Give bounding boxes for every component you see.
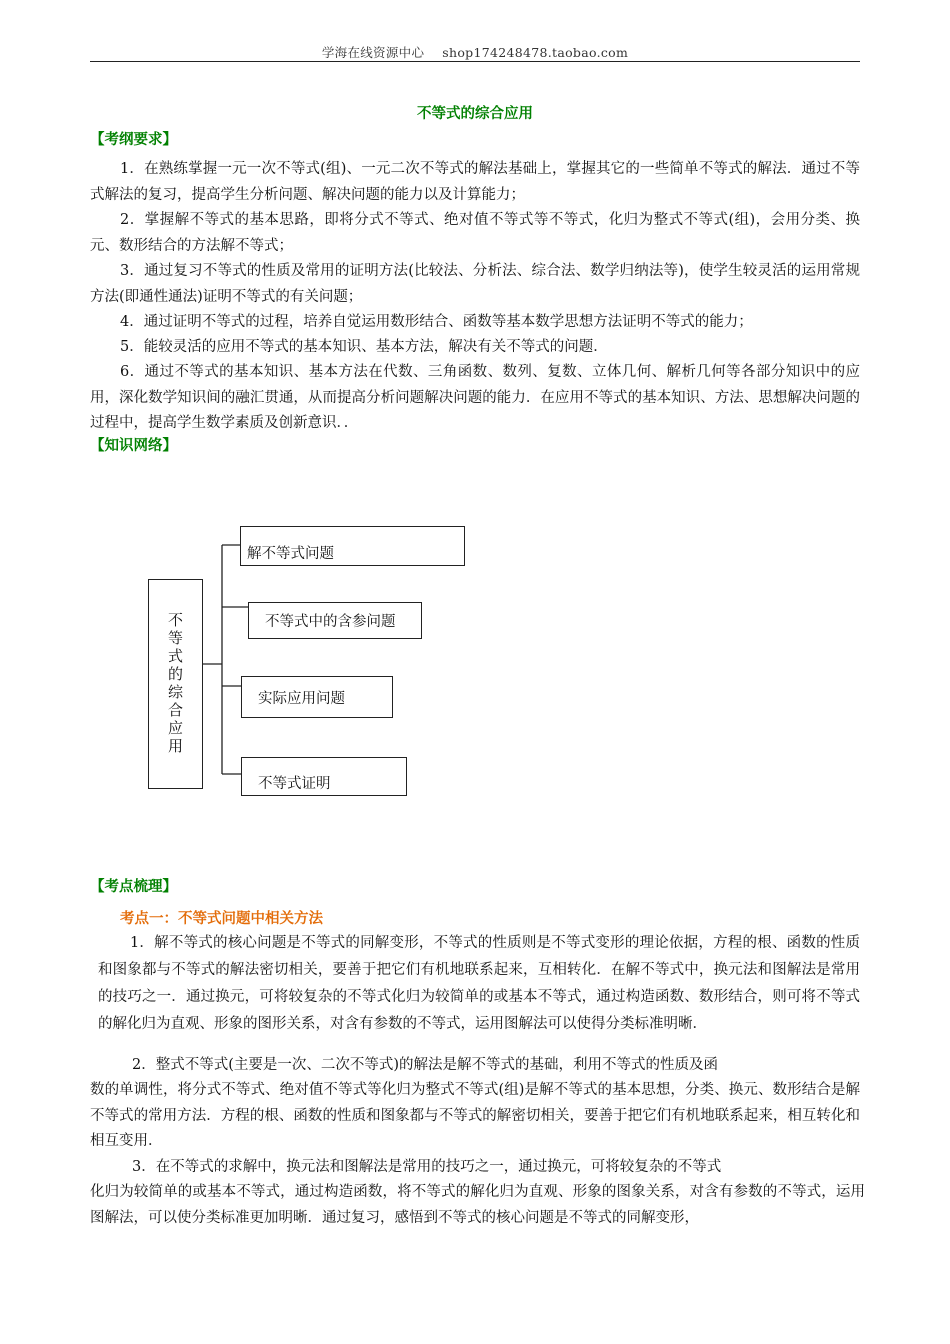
network-branch-solve-inequalities: 解不等式问题 (240, 526, 465, 566)
page-title: 不等式的综合应用 (417, 106, 533, 122)
subheading-method: 考点一：不等式问题中相关方法 (120, 911, 323, 927)
section-heading-network: 【知识网络】 (90, 438, 177, 454)
review-paragraph-2-first-line: 2．整式不等式(主要是一次、二次不等式)的解法是解不等式的基础，利用不等式的性质及函 (132, 1057, 719, 1073)
requirement-item-5: 5．能较灵活的应用不等式的基本知识、基本方法，解决有关不等式的问题． (120, 339, 608, 355)
review-paragraph-1: 1．解不等式的核心问题是不等式的同解变形，不等式的性质则是不等式变形的理论依据，方程的根、函数的性质和图象都与不等式的解法密切相关，要善于把它们有机地联系起来，互相转化．在解不等式中，换元法和图解法是常用的技巧之一．通过换元，可将较复杂的不等式化归为较简单的或基本不等式，通过构造函数、数形结合，则可将不等式的解化归为直观、形象的图形关系，对含有参数的不等式，运用图解法可以使得分类标准明晰． (98, 935, 860, 1032)
review-paragraph-2-body: 数的单调性，将分式不等式、绝对值不等式等化归为整式不等式(组)是解不等式的基本思想，分类、换元、数形结合是解不等式的常用方法．方程的根、函数的性质和图象都与不等式的解密切相关，要善于把它们有机地联系起来，相互转化和相互变用． (90, 1082, 860, 1149)
network-branch-inequality-proof: 不等式证明 (241, 757, 407, 796)
network-root-box: 不等式的综合应用 (148, 579, 203, 789)
requirement-item-2: 2．掌握解不等式的基本思路，即将分式不等式、绝对值不等式等不等式，化归为整式不等式(组)，会用分类、换元、数形结合的方法解不等式； (90, 212, 860, 254)
header-left: 学海在线资源中心 (321, 45, 425, 60)
section-heading-review: 【考点梳理】 (90, 879, 177, 895)
requirement-item-6: 6．通过不等式的基本知识、基本方法在代数、三角函数、数列、复数、立体几何、解析几何等各部分知识中的应用，深化数学知识间的融汇贯通，从而提高分析问题解决问题的能力．在应用不等式的基本知识、方法、思想解决问题的过程中，提高学生数学素质及创新意识．． (90, 364, 860, 431)
requirement-item-1: 1．在熟练掌握一元一次不等式(组)、一元二次不等式的解法基础上，掌握其它的一些简单不等式的解法．通过不等式解法的复习，提高学生分析问题、解决问题的能力以及计算能力； (90, 161, 860, 203)
review-paragraph-3-first-line: 3．在不等式的求解中，换元法和图解法是常用的技巧之一，通过换元，可将较复杂的不等式 (132, 1159, 722, 1175)
network-branch-practical-applications: 实际应用问题 (241, 676, 393, 718)
section-heading-requirements: 【考纲要求】 (90, 132, 177, 148)
header-right: shop174248478.taobao.com (442, 45, 629, 60)
review-paragraph-3-body: 化归为较简单的或基本不等式，通过构造函数，将不等式的解化归为直观、形象的图象关系，对含有参数的不等式，运用图解法，可以使分类标准更加明晰．通过复习，感悟到不等式的核心问题是不等式的同解变形， (90, 1184, 865, 1226)
requirement-item-3: 3．通过复习不等式的性质及常用的证明方法(比较法、分析法、综合法、数学归纳法等)，使学生较灵活的运用常规方法(即通性通法)证明不等式的有关问题； (90, 263, 860, 305)
requirement-item-4: 4．通过证明不等式的过程，培养自觉运用数形结合、函数等基本数学思想方法证明不等式的能力； (120, 314, 753, 330)
network-branch-parameter-problems: 不等式中的含参问题 (248, 602, 422, 639)
